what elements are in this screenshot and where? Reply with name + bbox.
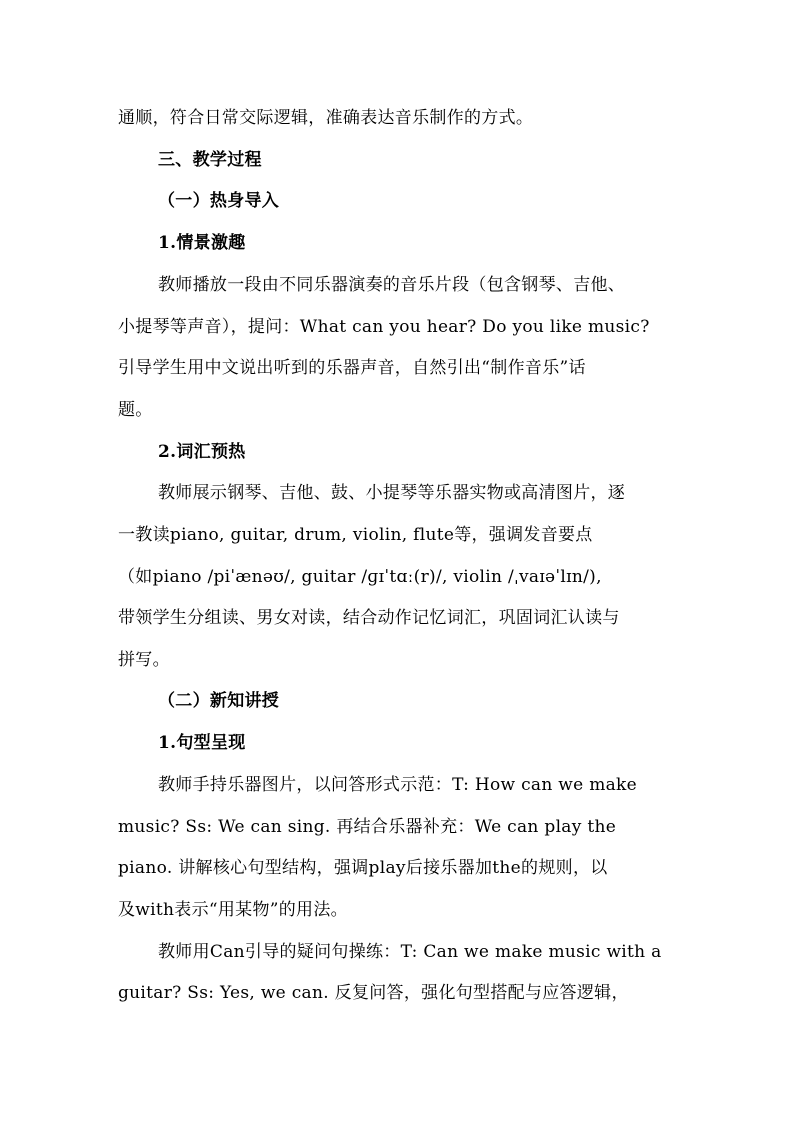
paragraph-line: 教师展示钢琴、吉他、鼓、小提琴等乐器实物或高清图片，逐 — [158, 483, 626, 503]
paragraph-line: 带领学生分组读、男女对读，结合动作记忆词汇，巩固词汇认读与 — [118, 608, 620, 628]
section-heading: 三、教学过程 — [158, 150, 262, 170]
paragraph-line: 教师用Can引导的疑问句操练：T: Can we make music with a — [158, 942, 662, 962]
paragraph-line: 一教读piano, guitar, drum, violin, flute等，强调发音要点 — [118, 525, 593, 545]
item-heading: 2.词汇预热 — [158, 442, 246, 462]
item-heading: 1.句型呈现 — [158, 733, 246, 753]
paragraph-line: 题。 — [118, 400, 153, 420]
paragraph-line: 教师手持乐器图片，以问答形式示范：T: How can we make — [158, 775, 638, 795]
paragraph-line: 小提琴等声音），提问：What can you hear? Do you like music? — [118, 317, 650, 337]
paragraph-line: 引导学生用中文说出听到的乐器声音，自然引出“制作音乐”话 — [118, 358, 586, 378]
item-heading: 1.情景激趣 — [158, 233, 246, 253]
paragraph-line: 及with表示“用某物”的用法。 — [118, 900, 348, 920]
paragraph-line: piano. 讲解核心句型结构，强调play后接乐器加the的规则，以 — [118, 858, 608, 878]
paragraph-line: music? Ss: We can sing. 再结合乐器补充：We can play the — [118, 817, 617, 837]
paragraph-line: （如piano /piˈænəʊ/, guitar /ɡɪˈtɑː(r)/, violin /ˌvaɪəˈlɪn/), — [118, 567, 602, 587]
paragraph-line: 拼写。 — [118, 650, 170, 670]
subsection-heading: （二）新知讲授 — [158, 691, 280, 711]
subsection-heading: （一）热身导入 — [158, 191, 280, 211]
paragraph-line: 教师播放一段由不同乐器演奏的音乐片段（包含钢琴、吉他、 — [158, 275, 626, 295]
paragraph-line: guitar? Ss: Yes, we can. 反复问答，强化句型搭配与应答逻辑， — [118, 983, 629, 1003]
paragraph-line: 通顺，符合日常交际逻辑，准确表达音乐制作的方式。 — [118, 108, 534, 128]
